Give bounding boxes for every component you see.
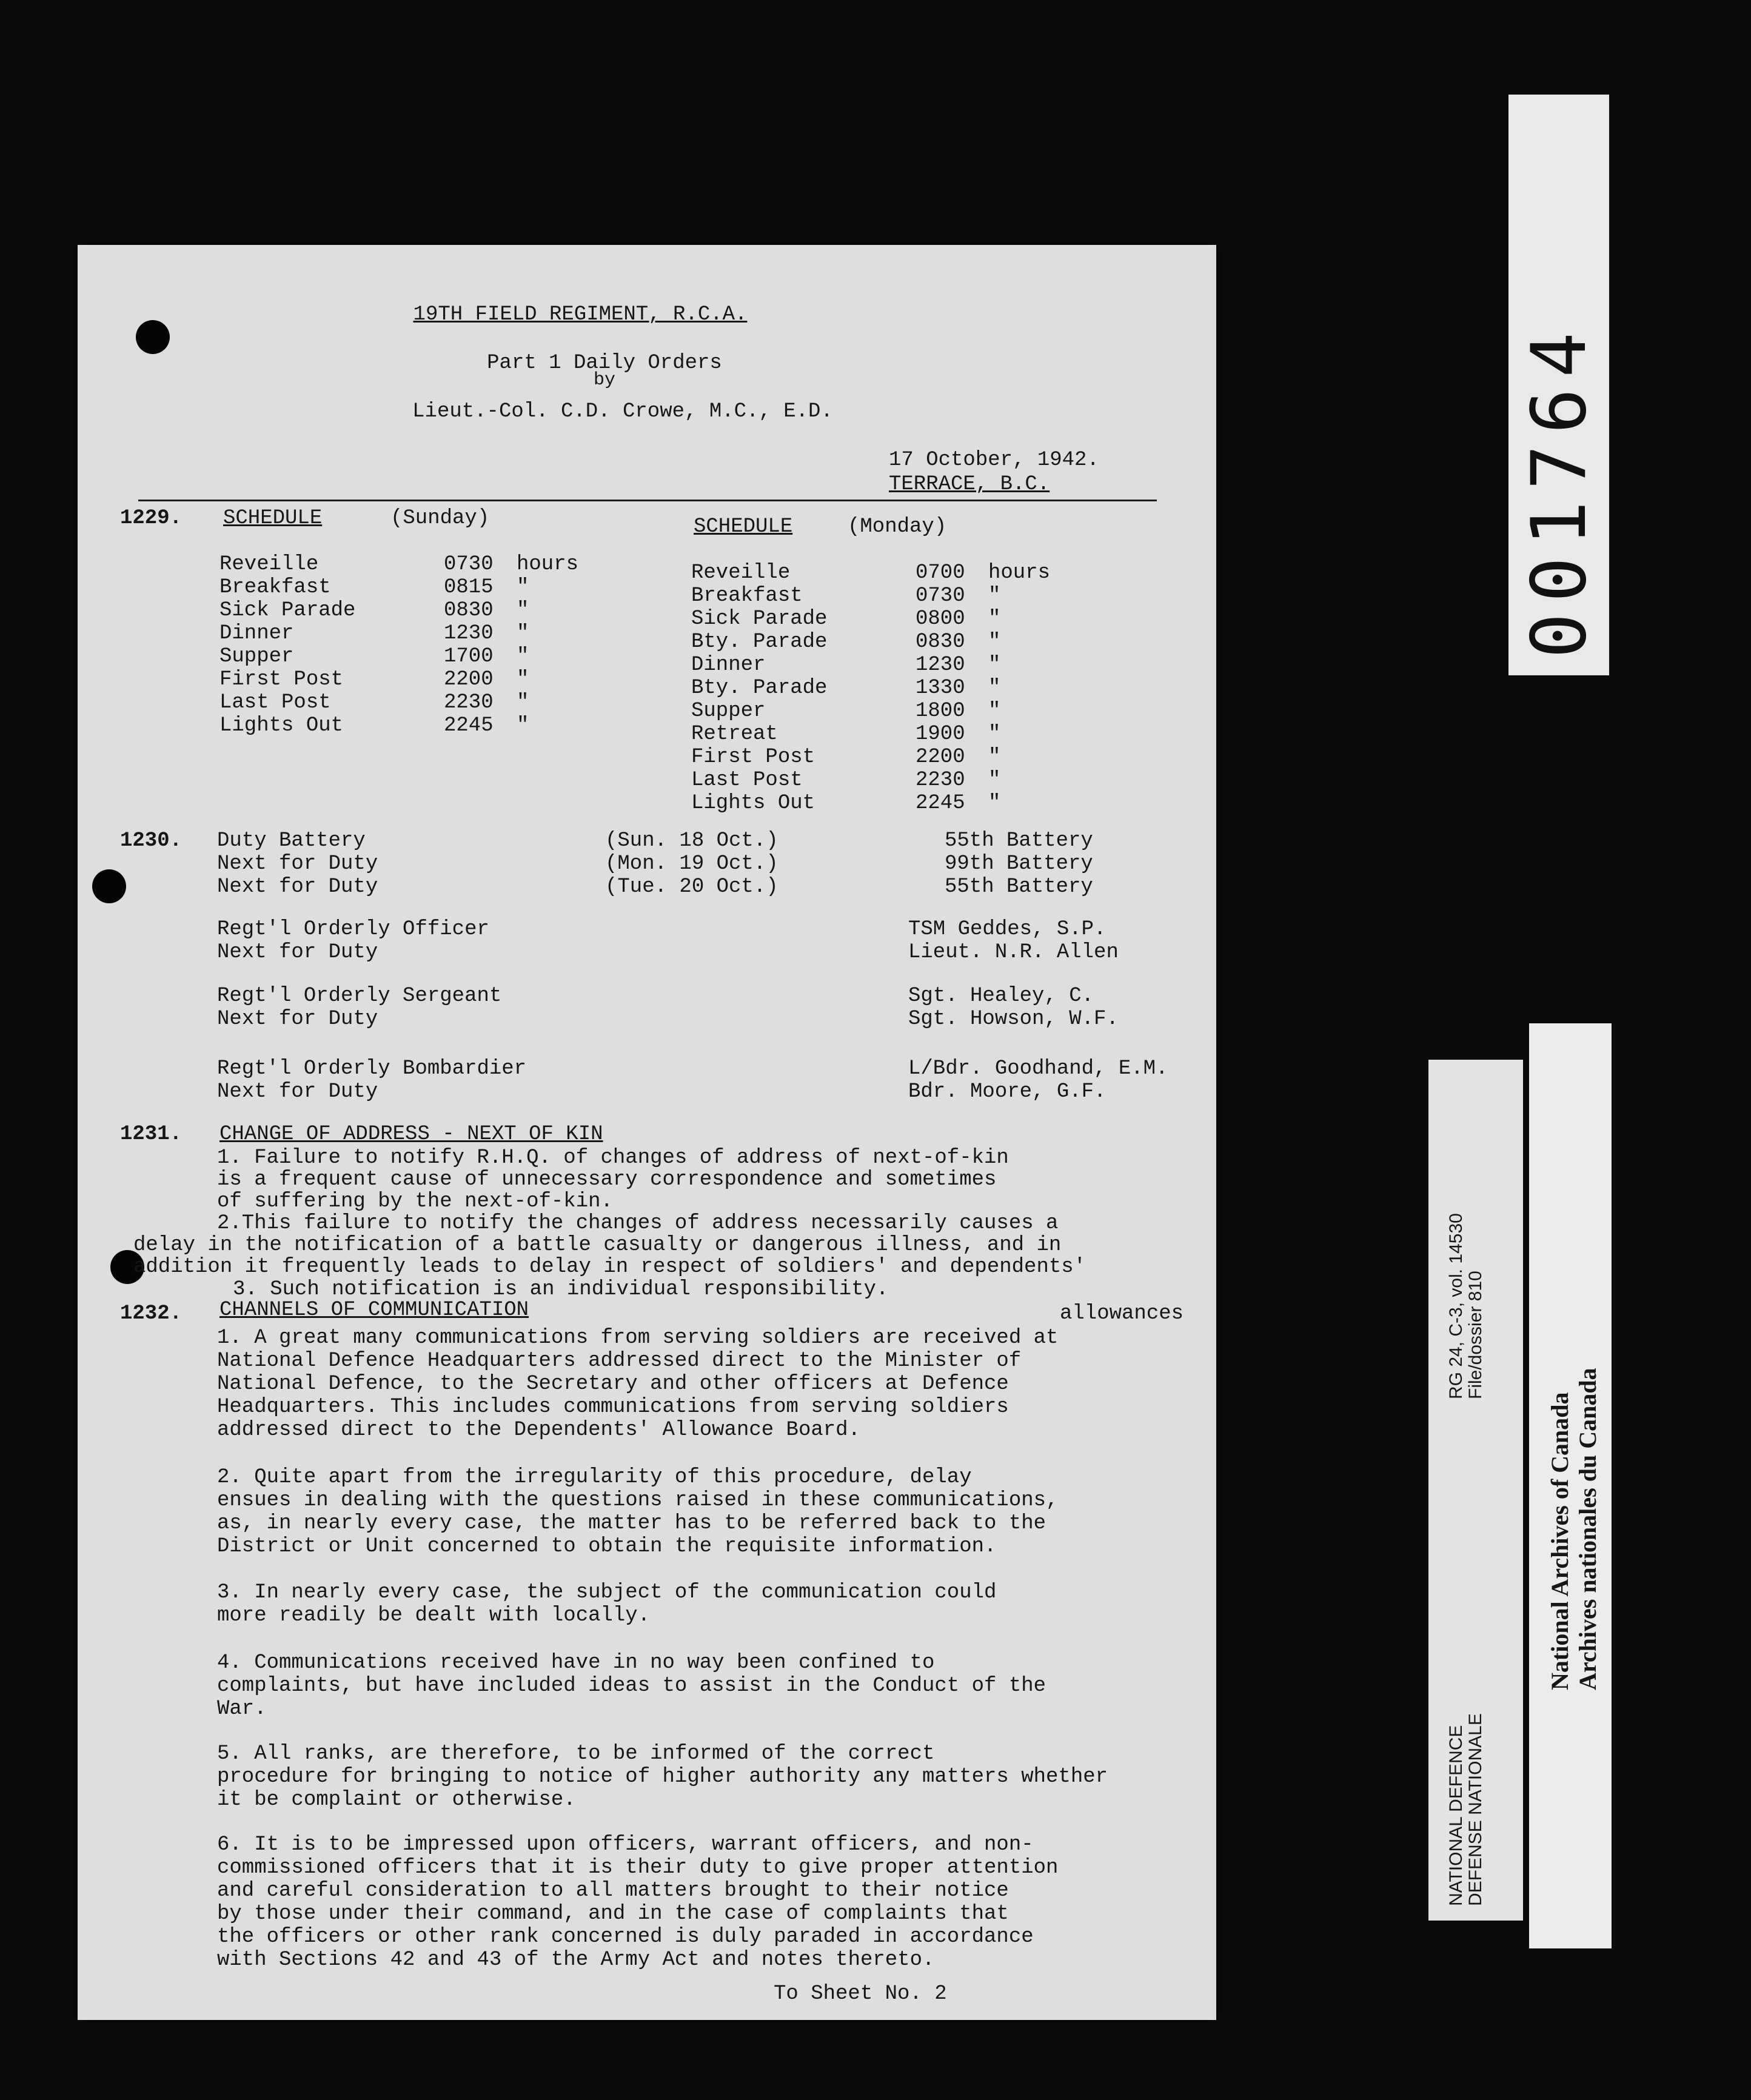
assignment-row: Next for Duty Bdr. Moore, G.F. <box>217 1080 1107 1103</box>
schedule-row: Last Post 2230 " <box>691 769 1001 792</box>
paragraph-number: 1231. <box>120 1123 182 1146</box>
schedule-row: Lights Out 2245 " <box>219 714 529 737</box>
paragraph-text: 2. Quite apart from the irregularity of this procedure, delay ensues in dealing with the questions raised in these communications, as, in nearly every case, the matter has to be referred back to the District or Unit concerned to obtain the requisite information. <box>217 1466 1059 1558</box>
schedule-row: Dinner 1230 " <box>691 654 1001 677</box>
duty-row: Duty Battery (Sun. 18 Oct.) 55th Battery <box>217 829 1093 852</box>
department-fr: DEFENSE NATIONALE <box>1465 1713 1485 1906</box>
schedule-row: Bty. Parade 1330 " <box>691 677 1001 700</box>
paragraph-text: 1. A great many communications from serving soldiers are received at National Defence Headquarters addressed direct to the Minister of National Defence, to the Secretary and other officers at Defence Headquarters. This includes communications from serving soldiers addressed direct to the Dependents' Allowance Board. <box>217 1326 1059 1442</box>
paragraph-text: 5. All ranks, are therefore, to be informed of the correct procedure for bringing to notice of higher authority any matters whether it be complaint or otherwise. <box>217 1742 1108 1811</box>
duty-row: Next for Duty (Tue. 20 Oct.) 55th Battery <box>217 875 1093 898</box>
punch-hole <box>92 869 126 903</box>
paragraph-number: 1232. <box>120 1302 182 1325</box>
department-label <box>1428 1060 1523 1921</box>
paragraph-number: 1230. <box>120 829 182 852</box>
schedule-row: First Post 2200 " <box>219 668 529 691</box>
schedule-row: Supper 1800 " <box>691 700 1001 723</box>
schedule-row: Last Post 2230 " <box>219 691 529 714</box>
schedule-monday <box>691 561 1061 815</box>
unit-title: 19TH FIELD REGIMENT, R.C.A. <box>413 303 748 326</box>
orders-by: by <box>593 370 615 390</box>
continuation-note: To Sheet No. 2 <box>774 1982 947 2005</box>
department-en: NATIONAL DEFENCE <box>1446 1725 1466 1906</box>
schedule-row: Reveille 0700 hours <box>691 561 1051 584</box>
assignment-row: Next for Duty Sgt. Howson, W.F. <box>217 1008 1119 1031</box>
orders-title: Part 1 Daily Orders <box>487 352 722 375</box>
record-group: RG 24, C-3, vol. 14530 <box>1446 1213 1466 1399</box>
assignment-row: Next for Duty Lieut. N.R. Allen <box>217 941 1119 964</box>
schedule-row: Bty. Parade 0830 " <box>691 630 1001 654</box>
schedule-day-monday: (Monday) <box>848 515 947 538</box>
archives-label <box>1529 1023 1612 1948</box>
section-heading: CHANGE OF ADDRESS - NEXT OF KIN <box>219 1123 603 1146</box>
paragraph-text: 3. In nearly every case, the subject of the communication could more readily be dealt with locally. <box>217 1581 997 1627</box>
header-rule <box>138 500 1157 501</box>
schedule-row: Retreat 1900 " <box>691 723 1001 746</box>
paragraph-text: 2.This failure to notify the changes of address necessarily causes a delay in the notification of a battle casualty or dangerous illness, and in addition it frequently leads to delay in respect of soldiers' and dependents' <box>133 1212 1086 1279</box>
schedule-row: Lights Out 2245 " <box>691 792 1001 815</box>
assignment-row: Regt'l Orderly Bombardier L/Bdr. Goodhand, E.M. <box>217 1057 1168 1080</box>
schedule-row: Sick Parade 0800 " <box>691 607 1001 630</box>
schedule-row: Breakfast 0815 " <box>219 576 529 599</box>
assignment-row: Regt'l Orderly Officer TSM Geddes, S.P. <box>217 918 1107 941</box>
order-location: TERRACE, B.C. <box>889 473 1050 496</box>
paragraph-number: 1229. <box>120 507 182 530</box>
duty-row: Next for Duty (Mon. 19 Oct.) 99th Battery <box>217 852 1093 875</box>
paragraph-text: 1. Failure to notify R.H.Q. of changes of address of next-of-kin is a frequent cause of unnecessary correspondence and sometimes of suffering by the next-of-kin. <box>217 1146 1009 1213</box>
schedule-heading-monday: SCHEDULE <box>694 515 793 538</box>
archives-name-fr: Archives nationales du Canada <box>1574 1368 1601 1690</box>
paragraph-text: 6. It is to be impressed upon officers, warrant officers, and non- commissioned officers that it is their duty to give proper attention and careful consideration to all matters brought to their notice by those under their command, and in the case of complaints that the officers or other rank concerned is duly paraded in accordance with Sections 42 and 43 of the Army Act and notes thereto. <box>217 1833 1059 1971</box>
schedule-day-sunday: (Sunday) <box>390 507 490 530</box>
schedule-heading-sunday: SCHEDULE <box>223 507 323 530</box>
schedule-row: Breakfast 0730 " <box>691 584 1001 607</box>
schedule-row: Supper 1700 " <box>219 645 529 668</box>
commander: Lieut.-Col. C.D. Crowe, M.C., E.D. <box>412 400 833 423</box>
file-number: File/dossier 810 <box>1465 1271 1485 1399</box>
schedule-row: Dinner 1230 " <box>219 622 529 645</box>
paragraph-text: 4. Communications received have in no way been confined to complaints, but have included ideas to assist in the Conduct of the War. <box>217 1651 1046 1720</box>
section-heading: CHANNELS OF COMMUNICATION <box>219 1299 529 1322</box>
schedule-sunday <box>219 553 589 737</box>
archive-reference-number: 001764 <box>1516 321 1603 658</box>
schedule-row: Reveille 0730 hours <box>219 553 579 576</box>
schedule-row: First Post 2200 " <box>691 746 1001 769</box>
order-sheet <box>78 245 1216 2020</box>
schedule-row: Sick Parade 0830 " <box>219 599 529 622</box>
assignment-row: Regt'l Orderly Sergeant Sgt. Healey, C. <box>217 985 1094 1008</box>
order-date: 17 October, 1942. <box>889 449 1099 472</box>
paragraph-text: allowances <box>1060 1302 1184 1325</box>
archives-name-en: National Archives of Canada <box>1546 1392 1573 1690</box>
paragraph-text: 3. Such notification is an individual responsibility. <box>233 1278 889 1301</box>
